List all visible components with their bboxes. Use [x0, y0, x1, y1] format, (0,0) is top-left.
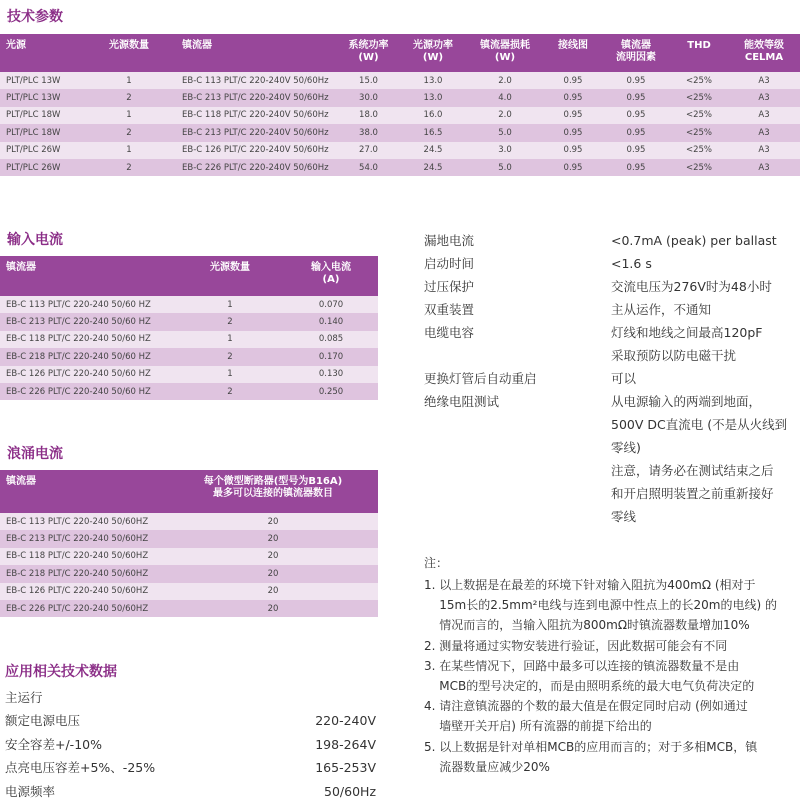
cell-lamp-count: 2: [176, 348, 284, 365]
property-value: 500V DC直流电 (不是从火线到: [611, 417, 788, 432]
cell-max-ballasts: 20: [168, 583, 378, 600]
cell-wiring: 0.95: [544, 124, 602, 141]
table-row: [0, 72, 800, 89]
app-param-value: 50/60Hz: [324, 783, 376, 799]
cell-thd: <25%: [670, 124, 728, 141]
header-energy-class: 能效等级 CELMA: [728, 34, 800, 72]
property-value: 交流电压为276V时为48小时: [611, 279, 772, 294]
header-lamp-count: 光源数量: [176, 256, 284, 296]
header-lamp: 光源: [0, 34, 82, 72]
table-row: [0, 124, 800, 141]
property-value: 从电源输入的两端到地面，: [611, 394, 762, 409]
cell-max-ballasts: 20: [168, 600, 378, 617]
cell-ballast: EB-C 213 PLT/C 220-240 50/60HZ: [0, 530, 168, 547]
cell-ballast: EB-C 118 PLT/C 220-240 50/60HZ: [0, 548, 168, 565]
header-ballast: 镇流器: [0, 256, 176, 296]
table-row: [0, 600, 378, 617]
input-current-title: 输入电流: [7, 232, 63, 248]
header-wiring: 接线图: [544, 34, 602, 72]
cell-lamp-power: 24.5: [400, 142, 466, 159]
cell-ballast-loss: 5.0: [466, 124, 544, 141]
cell-lamp-count: 2: [82, 159, 176, 176]
cell-lamp-count: 2: [176, 313, 284, 330]
app-param-label: 额定电源电压: [5, 713, 81, 728]
cell-ballast-loss: 3.0: [466, 142, 544, 159]
app-param-value: 198-264V: [315, 736, 376, 752]
property-label: 双重装置: [424, 302, 475, 317]
cell-thd: <25%: [670, 142, 728, 159]
cell-lamp-power: 24.5: [400, 159, 466, 176]
table-row: [0, 513, 378, 530]
cell-energy-class: A3: [728, 159, 800, 176]
note-line: 流器数量应减少20%: [424, 759, 550, 774]
cell-lamp: PLT/PLC 26W: [0, 159, 82, 176]
cell-ballast: EB-C 226 PLT/C 220-240 50/60 HZ: [0, 383, 176, 400]
cell-ballast-loss: 2.0: [466, 72, 544, 89]
header-ballast-loss: 镇流器损耗 (W): [466, 34, 544, 72]
table-row: [0, 296, 378, 313]
cell-system-power: 54.0: [337, 159, 400, 176]
cell-energy-class: A3: [728, 89, 800, 106]
cell-lamp-power: 13.0: [400, 89, 466, 106]
table-row: [0, 89, 800, 106]
cell-ballast: EB-C 126 PLT/C 220-240 50/60 HZ: [0, 366, 176, 383]
notes-title: 注：: [424, 556, 449, 570]
header-lamp-count: 光源数量: [82, 34, 176, 72]
cell-lumen-factor: 0.95: [602, 72, 670, 89]
cell-ballast-loss: 5.0: [466, 159, 544, 176]
cell-lamp-count: 1: [82, 107, 176, 124]
note-line: 4. 请注意镇流器的个数的最大值是在假定同时启动 (例如通过: [424, 699, 748, 714]
table-row: [0, 159, 800, 176]
note-line: 3. 在某些情况下，回路中最多可以连接的镇流器数量不是由: [424, 658, 740, 673]
cell-max-ballasts: 20: [168, 548, 378, 565]
app-param-label: 点亮电压容差+5%、-25%: [5, 760, 156, 775]
header-ballast: 镇流器: [0, 470, 168, 513]
cell-max-ballasts: 20: [168, 513, 378, 530]
cell-ballast: EB-C 113 PLT/C 220-240V 50/60Hz: [176, 72, 337, 89]
cell-system-power: 38.0: [337, 124, 400, 141]
cell-lumen-factor: 0.95: [602, 124, 670, 141]
property-label: 过压保护: [424, 279, 475, 294]
table-row: [0, 366, 378, 383]
property-value: <1.6 s: [611, 256, 652, 271]
cell-lamp-count: 2: [82, 124, 176, 141]
property-label: 绝缘电阻测试: [424, 394, 500, 409]
property-label: 更换灯管后自动重启: [424, 371, 537, 386]
header-lamp-power: 光源功率 (W): [400, 34, 466, 72]
table-row: [0, 107, 800, 124]
cell-wiring: 0.95: [544, 107, 602, 124]
table-row: [0, 565, 378, 582]
main-operation-label: 主运行: [5, 690, 43, 705]
cell-lamp-count: 2: [82, 89, 176, 106]
table-row: [0, 313, 378, 330]
cell-max-ballasts: 20: [168, 565, 378, 582]
note-line: MCB的型号决定的，而是由照明系统的最大电气负荷决定的: [424, 679, 755, 693]
input-current-table: [0, 256, 378, 400]
table-row: [0, 331, 378, 348]
note-line: 墙壁开关开启) 所有流器的前提下给出的: [424, 719, 652, 734]
app-param-label: 电源频率: [5, 783, 56, 799]
cell-lamp-count: 1: [176, 331, 284, 348]
property-value: 注意，请务必在测试结束之后: [611, 463, 774, 478]
cell-wiring: 0.95: [544, 142, 602, 159]
cell-lamp-power: 16.5: [400, 124, 466, 141]
tech-params-title: 技术参数: [7, 9, 63, 25]
cell-lamp: PLT/PLC 13W: [0, 89, 82, 106]
note-line: 1. 以上数据是在最差的环境下针对输入阻抗为400mΩ (相对于: [424, 578, 756, 592]
cell-input-current: 0.140: [284, 313, 378, 330]
cell-ballast: EB-C 118 PLT/C 220-240 50/60 HZ: [0, 331, 176, 348]
app-param-value: 165-253V: [315, 760, 376, 775]
cell-energy-class: A3: [728, 124, 800, 141]
cell-lamp-count: 1: [176, 296, 284, 313]
header-thd: THD: [670, 34, 728, 72]
cell-lamp: PLT/PLC 26W: [0, 142, 82, 159]
cell-energy-class: A3: [728, 107, 800, 124]
cell-ballast-loss: 4.0: [466, 89, 544, 106]
cell-lamp-power: 13.0: [400, 72, 466, 89]
tech-params-table: [0, 34, 800, 176]
table-row: [0, 530, 378, 547]
app-param-label: 安全容差+/-10%: [5, 736, 102, 752]
cell-lamp: PLT/PLC 18W: [0, 124, 82, 141]
property-label: 电缆电容: [424, 325, 475, 340]
cell-energy-class: A3: [728, 142, 800, 159]
cell-lamp-count: 1: [176, 366, 284, 383]
cell-ballast: EB-C 226 PLT/C 220-240V 50/60Hz: [176, 159, 337, 176]
cell-ballast: EB-C 218 PLT/C 220-240 50/60HZ: [0, 565, 168, 582]
cell-ballast: EB-C 113 PLT/C 220-240 50/60HZ: [0, 513, 168, 530]
cell-ballast-loss: 2.0: [466, 107, 544, 124]
app-data-title: 应用相关技术数据: [5, 664, 117, 680]
cell-wiring: 0.95: [544, 159, 602, 176]
cell-system-power: 18.0: [337, 107, 400, 124]
cell-lumen-factor: 0.95: [602, 89, 670, 106]
table-row: [0, 583, 378, 600]
property-label: 启动时间: [424, 256, 475, 271]
property-value: 灯线和地线之间最高120pF: [611, 325, 763, 340]
cell-thd: <25%: [670, 107, 728, 124]
cell-ballast: EB-C 213 PLT/C 220-240V 50/60Hz: [176, 89, 337, 106]
cell-ballast: EB-C 213 PLT/C 220-240V 50/60Hz: [176, 124, 337, 141]
cell-input-current: 0.085: [284, 331, 378, 348]
cell-wiring: 0.95: [544, 89, 602, 106]
property-value: 可以: [611, 371, 637, 386]
property-value: 和开启照明装置之前重新接好: [611, 486, 774, 501]
cell-max-ballasts: 20: [168, 530, 378, 547]
table-row: [0, 348, 378, 365]
table-row: [0, 383, 378, 400]
cell-lamp: PLT/PLC 13W: [0, 72, 82, 89]
property-value: 采取预防以防电磁干扰: [611, 348, 737, 363]
cell-lumen-factor: 0.95: [602, 142, 670, 159]
cell-ballast: EB-C 126 PLT/C 220-240V 50/60Hz: [176, 142, 337, 159]
cell-thd: <25%: [670, 159, 728, 176]
inrush-current-table: [0, 470, 378, 617]
cell-input-current: 0.170: [284, 348, 378, 365]
cell-input-current: 0.130: [284, 366, 378, 383]
header-lumen-factor: 镇流器 流明因素: [602, 34, 670, 72]
cell-lamp-count: 1: [82, 142, 176, 159]
cell-lamp-count: 2: [176, 383, 284, 400]
property-value: 主从运作，不通知: [611, 302, 712, 317]
property-value: <0.7mA (peak) per ballast: [611, 233, 777, 248]
note-line: 15m长的2.5mm²电线与连到电源中性点上的长20m的电线) 的: [424, 598, 777, 613]
table-row: [0, 142, 800, 159]
cell-ballast: EB-C 113 PLT/C 220-240 50/60 HZ: [0, 296, 176, 313]
cell-lumen-factor: 0.95: [602, 107, 670, 124]
cell-thd: <25%: [670, 89, 728, 106]
cell-lumen-factor: 0.95: [602, 159, 670, 176]
header-ballast: 镇流器: [176, 34, 337, 72]
cell-energy-class: A3: [728, 72, 800, 89]
app-param-value: 220-240V: [315, 713, 376, 728]
cell-system-power: 15.0: [337, 72, 400, 89]
cell-lamp: PLT/PLC 18W: [0, 107, 82, 124]
cell-lamp-count: 1: [82, 72, 176, 89]
cell-system-power: 27.0: [337, 142, 400, 159]
property-value: 零线): [611, 440, 641, 455]
cell-ballast: EB-C 126 PLT/C 220-240 50/60HZ: [0, 583, 168, 600]
cell-thd: <25%: [670, 72, 728, 89]
note-line: 5. 以上数据是针对单相MCB的应用而言的；对于多相MCB，镇: [424, 739, 758, 754]
cell-ballast: EB-C 118 PLT/C 220-240V 50/60Hz: [176, 107, 337, 124]
cell-system-power: 30.0: [337, 89, 400, 106]
cell-wiring: 0.95: [544, 72, 602, 89]
table-row: [0, 548, 378, 565]
header-input-current: 输入电流 (A): [284, 256, 378, 296]
note-line: 情况而言的，当输入阻抗为800mΩ时镇流器数量增加10%: [424, 618, 750, 633]
note-line: 2. 测量将通过实物安装进行验证，因此数据可能会有不同: [424, 638, 728, 653]
cell-input-current: 0.250: [284, 383, 378, 400]
cell-ballast: EB-C 213 PLT/C 220-240 50/60 HZ: [0, 313, 176, 330]
cell-ballast: EB-C 218 PLT/C 220-240 50/60 HZ: [0, 348, 176, 365]
header-system-power: 系统功率 (W): [337, 34, 400, 72]
cell-ballast: EB-C 226 PLT/C 220-240 50/60HZ: [0, 600, 168, 617]
inrush-current-title: 浪涌电流: [7, 446, 63, 462]
cell-input-current: 0.070: [284, 296, 378, 313]
property-value: 零线: [611, 509, 637, 524]
header-max-ballasts: 每个微型断路器(型号为B16A) 最多可以连接的镇流器数目: [168, 470, 378, 513]
property-label: 漏地电流: [424, 233, 475, 248]
cell-lamp-power: 16.0: [400, 107, 466, 124]
